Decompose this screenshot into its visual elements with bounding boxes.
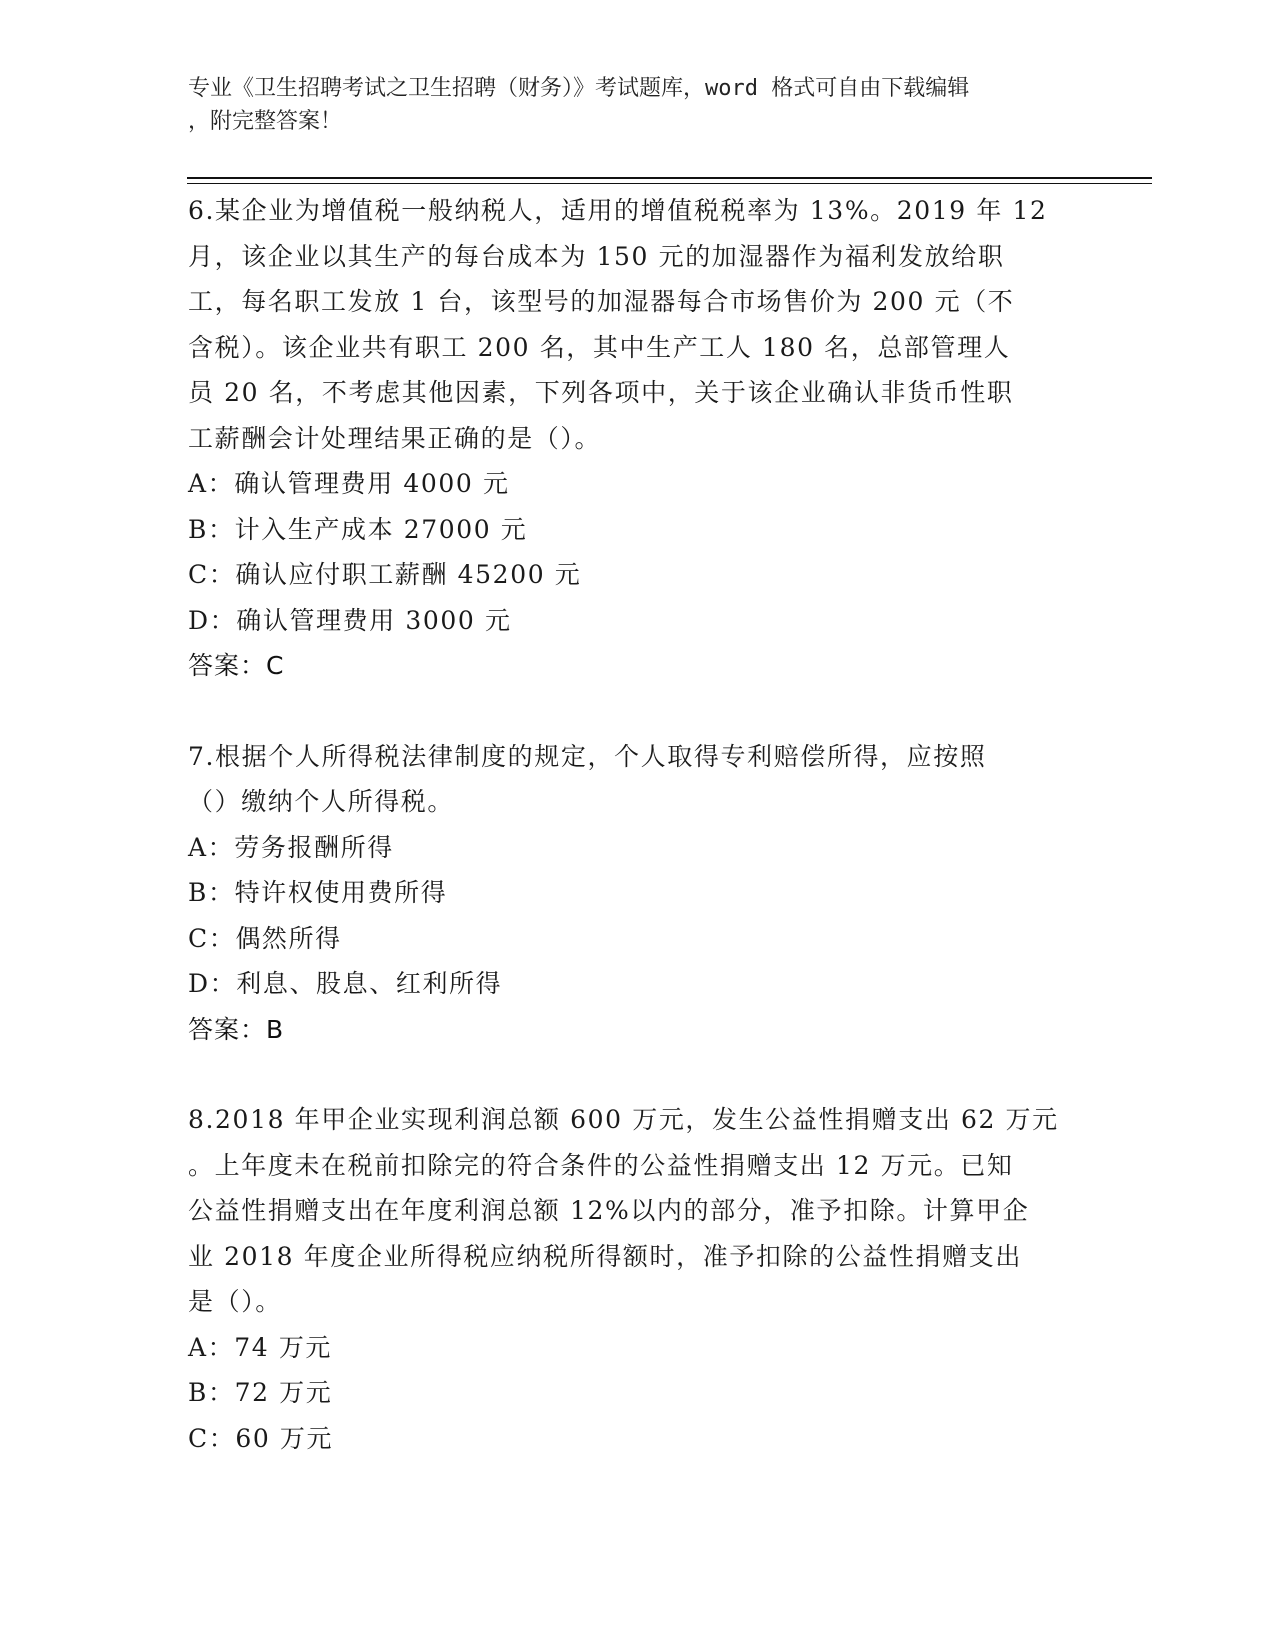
question-6-line-5: 员 20 名，不考虑其他因素，下列各项中，关于该企业确认非货币性职 [188, 378, 1014, 407]
question-8-line-2: 。上年度未在税前扣除完的符合条件的公益性捐赠支出 12 万元。已知 [188, 1150, 1014, 1180]
question-7-option-c: C：偶然所得 [188, 923, 342, 953]
document-header [188, 72, 1068, 138]
question-6 [188, 188, 1088, 689]
question-7-answer: 答案：B [188, 1014, 285, 1044]
question-6-line-6: 工薪酬会计处理结果正确的是（）。 [188, 423, 602, 453]
question-6-line-2: 月，该企业以其生产的每台成本为 150 元的加湿器作为福利发放给职 [188, 241, 1005, 271]
question-8-option-a: A：74 万元 [188, 1332, 333, 1362]
header-line-2: ，附完整答案！ [188, 109, 343, 134]
header-line-1: 专业《卫生招聘考试之卫生招聘（财务）》考试题库，word 格式可自由下载编辑 [188, 76, 970, 101]
question-8 [188, 1097, 1088, 1461]
header-rule-thin [187, 183, 1152, 184]
question-8-option-c: C：60 万元 [188, 1423, 334, 1453]
question-7-option-a: A：劳务报酬所得 [188, 832, 394, 862]
question-6-answer: 答案：C [188, 651, 285, 680]
question-6-option-b: B：计入生产成本 27000 元 [188, 514, 528, 544]
question-7 [188, 734, 1088, 1053]
question-7-option-d: D：利息、股息、红利所得 [188, 969, 503, 998]
question-8-line-1: 8.2018 年甲企业实现利润总额 600 万元，发生公益性捐赠支出 62 万元 [188, 1105, 1059, 1134]
question-6-line-1: 6.某企业为增值税一般纳税人，适用的增值税税率为 13%。2019 年 12 [188, 196, 1048, 225]
question-list [188, 188, 1088, 1461]
question-6-line-3: 工，每名职工发放 1 台，该型号的加湿器每合市场售价为 200 元（不 [188, 287, 1015, 316]
question-8-line-4: 业 2018 年度企业所得税应纳税所得额时，准予扣除的公益性捐赠支出 [188, 1241, 1022, 1271]
question-6-line-4: 含税）。该企业共有职工 200 名，其中生产工人 180 名，总部管理人 [188, 332, 1011, 362]
question-8-line-3: 公益性捐赠支出在年度利润总额 12%以内的部分，准予扣除。计算甲企 [188, 1196, 1030, 1225]
question-7-line-2: （）缴纳个人所得税。 [188, 787, 455, 816]
question-8-line-5: 是（）。 [188, 1287, 282, 1316]
question-8-option-b: B：72 万元 [188, 1378, 333, 1407]
question-7-option-b: B：特许权使用费所得 [188, 878, 448, 907]
question-7-line-1: 7.根据个人所得税法律制度的规定，个人取得专利赔偿所得，应按照 [188, 741, 987, 771]
header-rule-thick [187, 177, 1152, 179]
question-6-option-d: D：确认管理费用 3000 元 [188, 605, 512, 635]
question-6-option-a: A：确认管理费用 4000 元 [188, 469, 510, 498]
question-6-option-c: C：确认应付职工薪酬 45200 元 [188, 560, 582, 589]
